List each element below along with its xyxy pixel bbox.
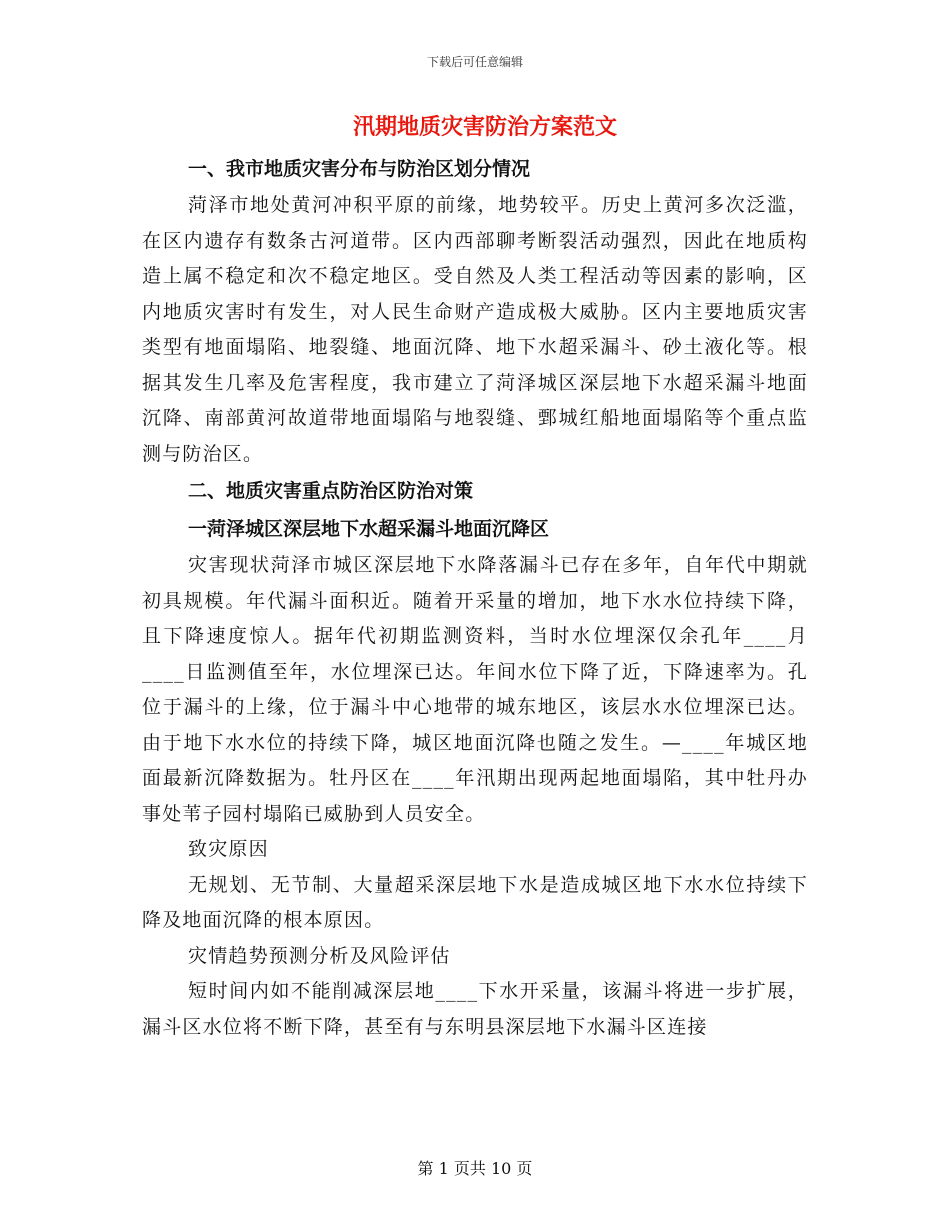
document-title: 汛期地质灾害防治方案范文: [352, 114, 617, 140]
header-note: 下载后可任意编辑: [426, 55, 523, 69]
heading-1: 一、我市地质灾害分布与防治区划分情况: [188, 158, 531, 180]
heading-3: 一菏泽城区深层地下水超采漏斗地面沉降区: [188, 518, 550, 540]
paragraph-2: 灾害现状菏泽市城区深层地下水降落漏斗已存在多年，自年代中期就初具规模。年代漏斗面积近。随着开采量的增加，地下水水位持续下降，且下降速度惊人。据年代初期监测资料，当时水位埋深仅余孔年____月____日监测值至年，水位埋深已达。年间水位下降了近，下降速率为。孔位于漏斗的上缘，位于漏斗中心地带的城东地区，该层水水位埋深已达。由于地下水水位的持续下降，城区地面沉降也随之发生。—____年城区地面最新沉降数据为。牡丹区在____年汛期出现两起地面塌陷，其中牡丹办事处苇子园村塌陷已威胁到人员安全。: [142, 554, 808, 825]
paragraph-6: 短时间内如不能削减深层地____下水开采量，该漏斗将进一步扩展，漏斗区水位将不断下降，甚至有与东明县深层地下水漏斗区连接: [142, 980, 808, 1038]
paragraph-4: 无规划、无节制、大量超采深层地下水是造成城区地下水水位持续下降及地面沉降的根本原因。: [142, 873, 808, 931]
paragraph-3: 致灾原因: [188, 838, 269, 860]
page-footer: 第 1 页共 10 页: [417, 1159, 533, 1178]
paragraph-5: 灾情趋势预测分析及风险评估: [188, 944, 451, 967]
heading-2: 二、地质灾害重点防治区防治对策: [188, 480, 474, 502]
document-body: [142, 108, 808, 1045]
paragraph-1: 菏泽市地处黄河冲积平原的前缘，地势较平。历史上黄河多次泛滥，在区内遗存有数条古河道带。区内西部聊考断裂活动强烈，因此在地质构造上属不稳定和次不稳定地区。受自然及人类工程活动等因素的影响，区内地质灾害时有发生，对人民生命财产造成极大威胁。区内主要地质灾害类型有地面塌陷、地裂缝、地面沉降、地下水超采漏斗、砂土液化等。根据其发生几率及危害程度，我市建立了菏泽城区深层地下水超采漏斗地面沉降、南部黄河故道带地面塌陷与地裂缝、鄄城红船地面塌陷等个重点监测与防治区。: [142, 194, 808, 465]
